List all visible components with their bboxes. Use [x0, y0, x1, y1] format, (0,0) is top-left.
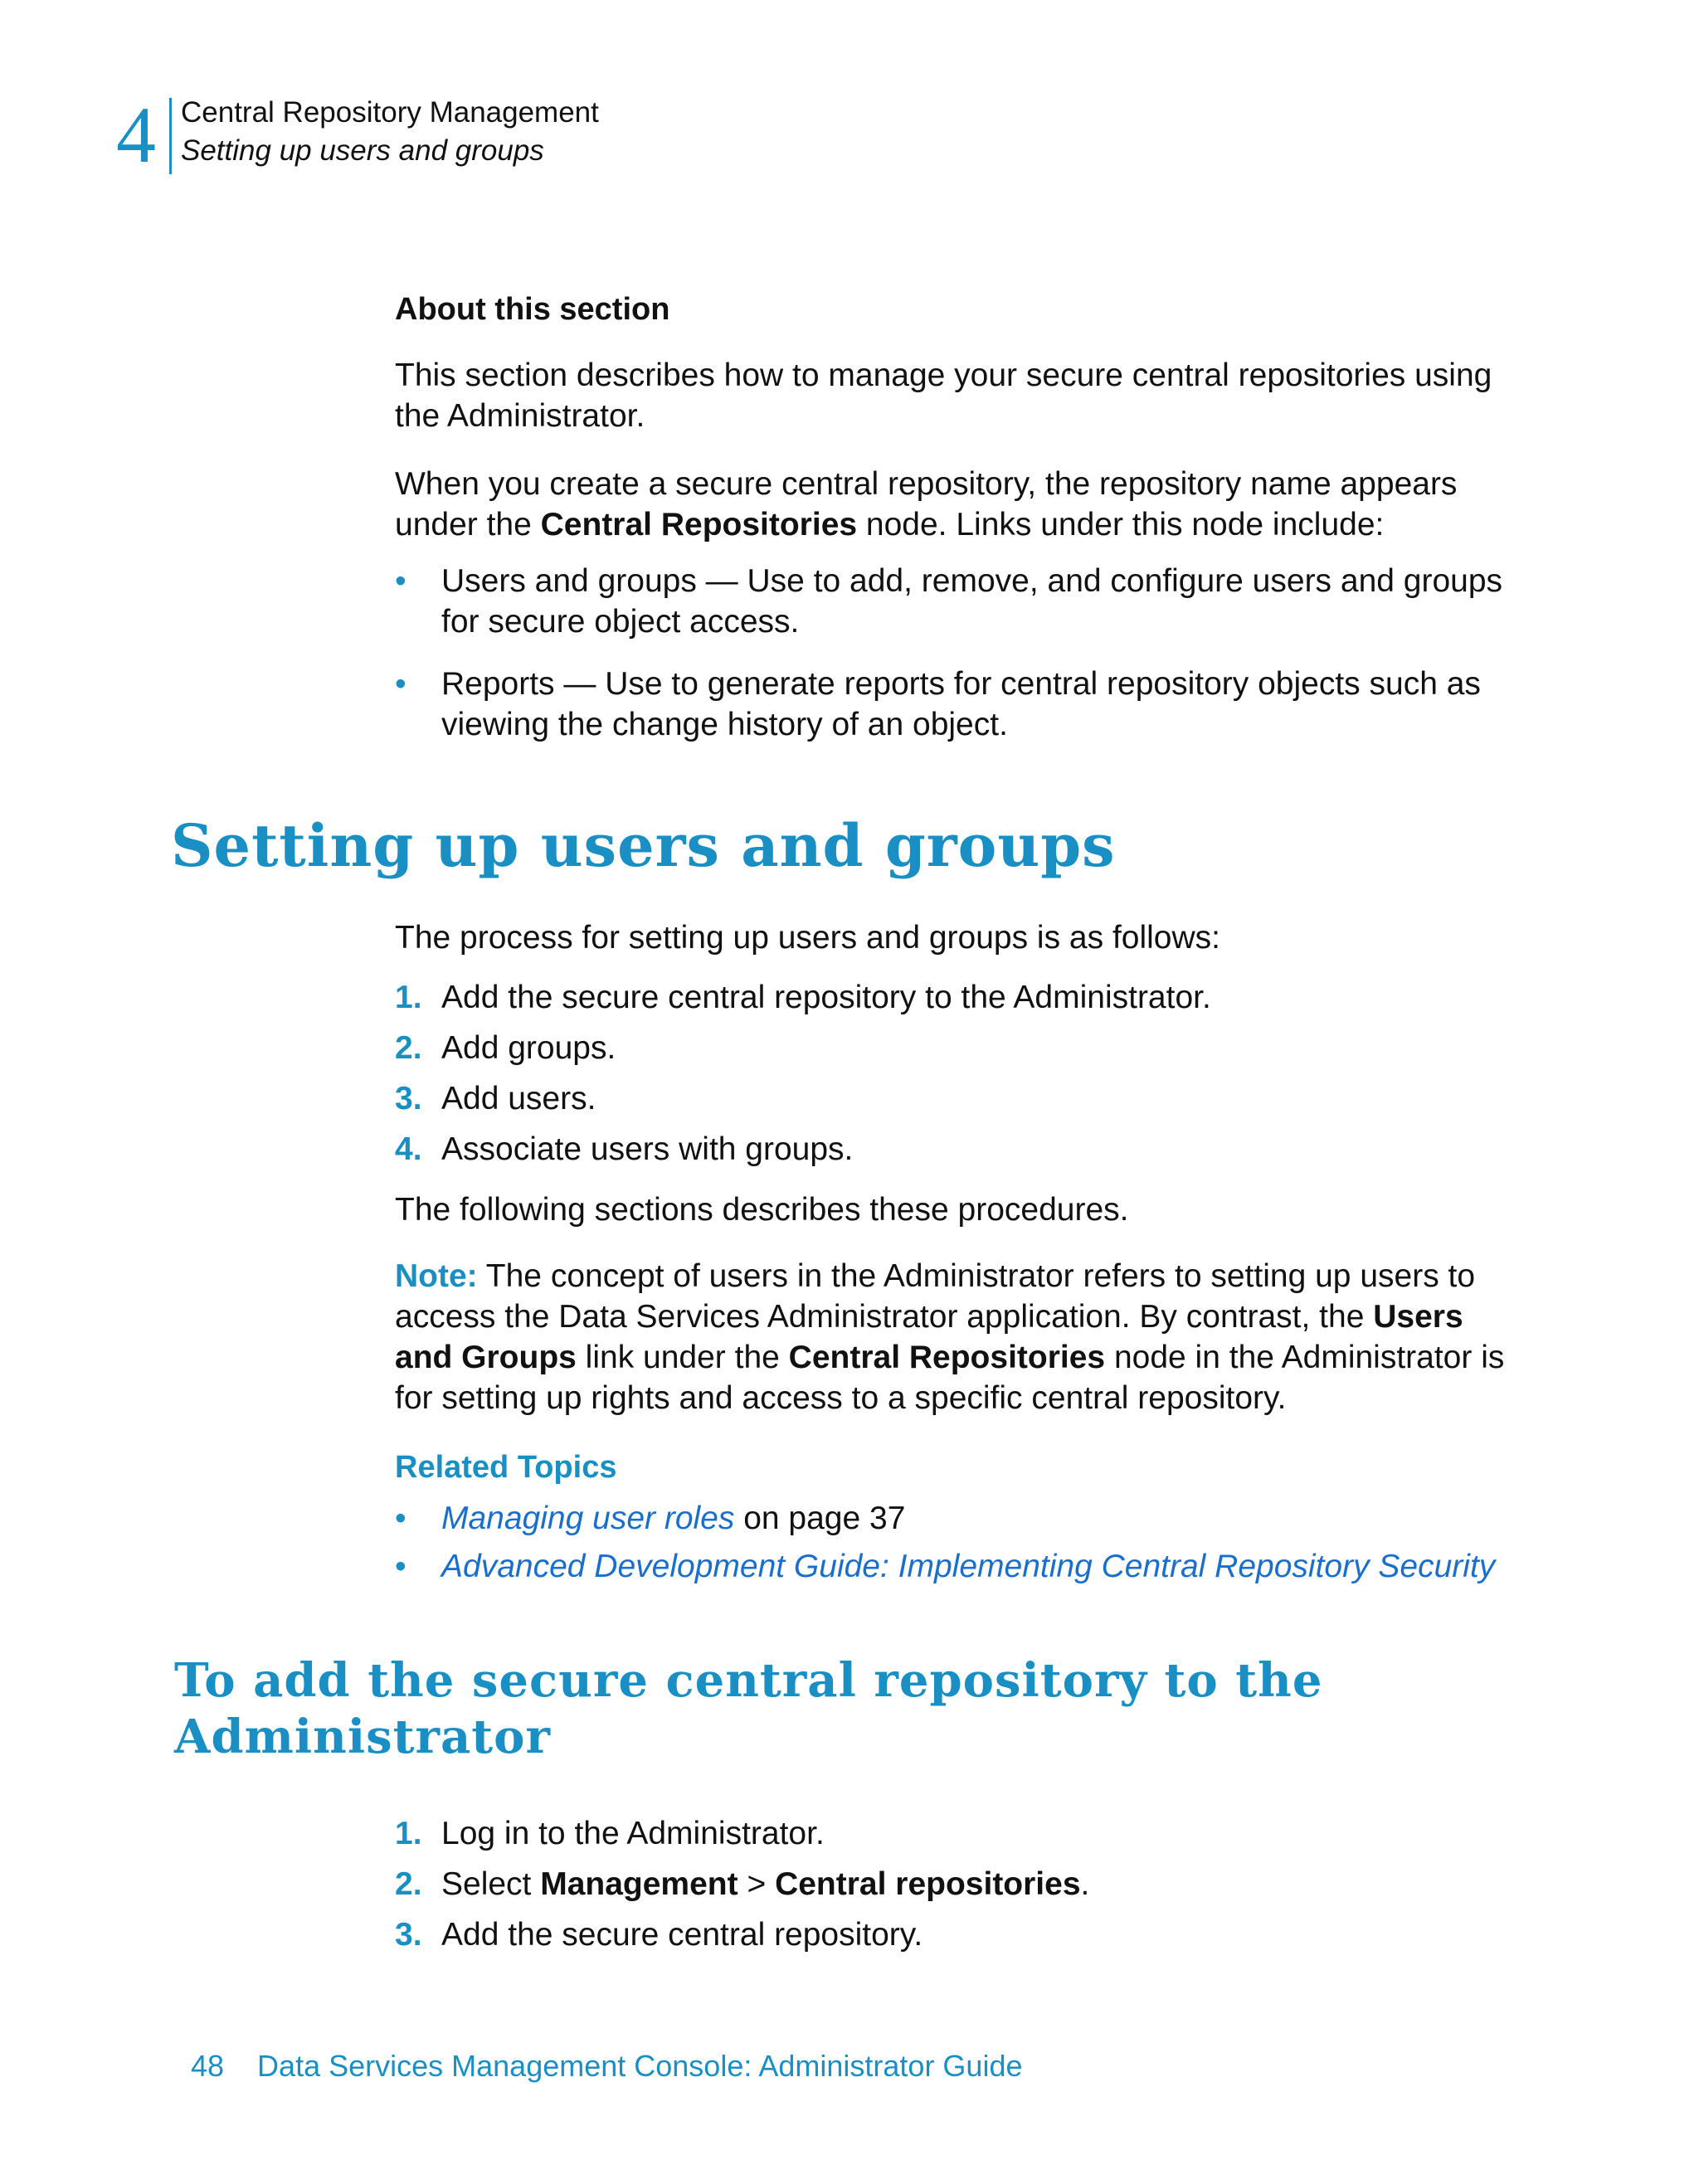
- note-label: Note:: [395, 1258, 478, 1294]
- central-repositories-term: Central Repositories: [788, 1340, 1106, 1375]
- bullet-icon: •: [395, 666, 406, 702]
- bullet-icon: •: [395, 1549, 406, 1584]
- process-steps: [395, 972, 1211, 1175]
- node-links-list: [395, 561, 1515, 642]
- list-item: [395, 664, 1515, 745]
- subsection-heading: To add the secure central repository to the Administrator: [174, 1653, 1323, 1764]
- note-block: [395, 1256, 1515, 1418]
- section-heading: Setting up users and groups: [171, 811, 1116, 880]
- step-text: Add the secure central repository.: [441, 1917, 923, 1953]
- node-links-list-2: [395, 664, 1515, 745]
- about-para2-text: When you create a secure central repository, the repository name appears under the: [395, 466, 1458, 542]
- management-menu-term: Management: [540, 1866, 738, 1902]
- bullet-icon: •: [395, 563, 406, 599]
- step-item: [395, 972, 1211, 1023]
- book-title: Data Services Management Console: Administrator Guide: [257, 2049, 1023, 2083]
- step-text: Associate users with groups.: [441, 1131, 854, 1167]
- list-item-text: Users and groups — Use to add, remove, and configure users and groups for secure object access.: [441, 563, 1503, 640]
- add-repository-steps: [395, 1808, 1089, 1960]
- step-text-end: .: [1080, 1866, 1090, 1902]
- step-item: [395, 1073, 1211, 1124]
- step-text: Add users.: [441, 1081, 596, 1116]
- note-text: node in the Administrator is for setting up rights and access to a specific central repository.: [395, 1340, 1505, 1416]
- related-topic-item: [395, 1495, 1515, 1543]
- section-subtitle: Setting up users and groups: [181, 134, 544, 167]
- step-item: [395, 1023, 1211, 1073]
- menu-separator: >: [738, 1866, 776, 1902]
- step-number: 4.: [395, 1131, 422, 1167]
- step-item: [395, 1124, 1211, 1175]
- bullet-icon: •: [395, 1501, 406, 1536]
- step-text: Log in to the Administrator.: [441, 1816, 825, 1851]
- following-text: The following sections describes these procedures.: [395, 1192, 1129, 1228]
- list-item: [395, 561, 1515, 642]
- about-paragraph-1: This section describes how to manage your secure central repositories using the Administrator.: [395, 358, 1492, 434]
- step-number: 3.: [395, 1917, 422, 1953]
- about-paragraph-2: [395, 464, 1515, 545]
- step-number: 3.: [395, 1081, 422, 1116]
- step-text: Select: [441, 1866, 541, 1902]
- step-text: Add groups.: [441, 1030, 616, 1066]
- related-topic-item: [395, 1543, 1515, 1591]
- step-text: Add the secure central repository to the Administrator.: [441, 980, 1211, 1015]
- related-topics-heading: Related Topics: [395, 1450, 617, 1485]
- central-repositories-menu-term: Central repositories: [775, 1866, 1081, 1902]
- related-topic-suffix: on page 37: [734, 1501, 906, 1536]
- page-number: 48: [191, 2049, 225, 2083]
- step-number: 2.: [395, 1866, 422, 1902]
- chapter-divider: [169, 98, 172, 174]
- step-number: 1.: [395, 1816, 422, 1851]
- note-text: link under the: [576, 1340, 789, 1375]
- users-and-groups-term: Users and Groups: [395, 1299, 1463, 1375]
- step-item: [395, 1859, 1089, 1909]
- about-heading: About this section: [395, 292, 670, 327]
- step-item: [395, 1909, 1089, 1960]
- step-item: [395, 1808, 1089, 1859]
- central-repositories-term: Central Repositories: [540, 507, 858, 542]
- chapter-number: 4: [116, 90, 156, 179]
- process-intro: The process for setting up users and groups is as follows:: [395, 920, 1220, 956]
- about-para2-text-end: node. Links under this node include:: [857, 507, 1385, 542]
- note-text: The concept of users in the Administrator refers to setting up users to access the Data Services Administrator application. By contrast, the: [395, 1258, 1476, 1335]
- managing-user-roles-link[interactable]: Managing user roles: [441, 1501, 735, 1536]
- chapter-title: Central Repository Management: [181, 96, 599, 129]
- page-footer: [191, 2049, 1023, 2084]
- list-item-text: Reports — Use to generate reports for central repository objects such as viewing the change history of an object.: [441, 666, 1481, 742]
- advanced-development-guide-link[interactable]: Advanced Development Guide: Implementing Central Repository Security: [441, 1549, 1496, 1584]
- step-number: 2.: [395, 1030, 422, 1066]
- step-number: 1.: [395, 980, 422, 1015]
- related-topics-list: [395, 1495, 1515, 1591]
